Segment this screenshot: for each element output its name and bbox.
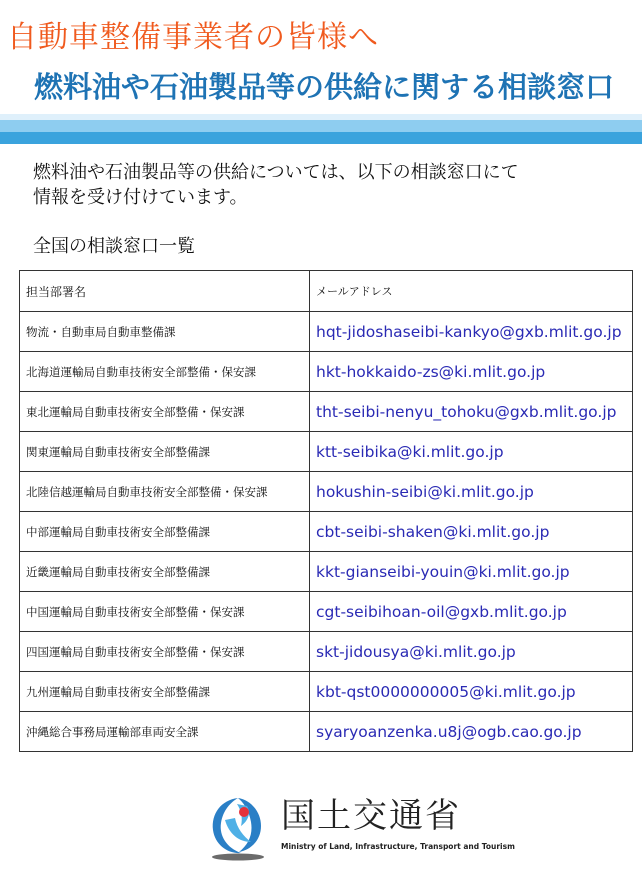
department-name: 沖縄総合事務局運輸部車両安全課 [20,712,310,752]
department-name: 物流・自動車局自動車整備課 [20,312,310,352]
table-row [20,432,633,472]
table-row [20,312,633,352]
email-address-link[interactable]: kbt-qst0000000005@ki.mlit.go.jp [310,672,633,712]
table-row [20,712,633,752]
header-divider-mid [0,120,642,132]
table-row [20,672,633,712]
email-address-link[interactable]: ktt-seibika@ki.mlit.go.jp [310,432,633,472]
mlit-logo [203,790,515,870]
table-row [20,592,633,632]
email-address-link[interactable]: hqt-jidoshaseibi-kankyo@gxb.mlit.go.jp [310,312,633,352]
department-name: 九州運輸局自動車技術安全部整備課 [20,672,310,712]
contact-table [19,270,633,752]
email-address-link[interactable]: tht-seibi-nenyu_tohoku@gxb.mlit.go.jp [310,392,633,432]
email-address-link[interactable]: syaryoanzenka.u8j@ogb.cao.go.jp [310,712,633,752]
email-address-link[interactable]: hkt-hokkaido-zs@ki.mlit.go.jp [310,352,633,392]
department-name: 北海道運輸局自動車技術安全部整備・保安課 [20,352,310,392]
page-heading: 自動車整備事業者の皆様へ [7,20,379,55]
header-divider-dark [0,132,642,144]
email-address-link[interactable]: cbt-seibi-shaken@ki.mlit.go.jp [310,512,633,552]
department-name: 北陸信越運輸局自動車技術安全部整備・保安課 [20,472,310,512]
column-header-dept: 担当部署名 [20,271,310,312]
page-title: 燃料油や石油製品等の供給に関する相談窓口 [33,70,614,104]
email-address-link[interactable]: skt-jidousya@ki.mlit.go.jp [310,632,633,672]
department-name: 中国運輸局自動車技術安全部整備・保安課 [20,592,310,632]
column-header-email: メールアドレス [310,271,633,312]
email-address-link[interactable]: hokushin-seibi@ki.mlit.go.jp [310,472,633,512]
table-row [20,472,633,512]
email-address-link[interactable]: cgt-seibihoan-oil@gxb.mlit.go.jp [310,592,633,632]
department-name: 近畿運輸局自動車技術安全部整備課 [20,552,310,592]
email-address-link[interactable]: kkt-gianseibi-youin@ki.mlit.go.jp [310,552,633,592]
department-name: 東北運輸局自動車技術安全部整備・保安課 [20,392,310,432]
intro-line-1: 燃料油や石油製品等の供給については、以下の相談窓口にて [33,162,519,183]
table-header-row [20,271,633,312]
table-row [20,632,633,672]
mlit-name: 国土交通省 [281,796,461,836]
intro-line-2: 情報を受け付けています。 [33,187,248,208]
section-title: 全国の相談窓口一覧 [33,236,195,257]
department-name: 関東運輸局自動車技術安全部整備課 [20,432,310,472]
intro-text [33,160,623,210]
table-row [20,352,633,392]
table-row [20,552,633,592]
table-row [20,392,633,432]
department-name: 中部運輸局自動車技術安全部整備課 [20,512,310,552]
mlit-emblem-icon [203,790,273,862]
department-name: 四国運輸局自動車技術安全部整備・保安課 [20,632,310,672]
table-row [20,512,633,552]
mlit-subtitle: Ministry of Land, Infrastructure, Transport and Tourism [281,842,515,851]
